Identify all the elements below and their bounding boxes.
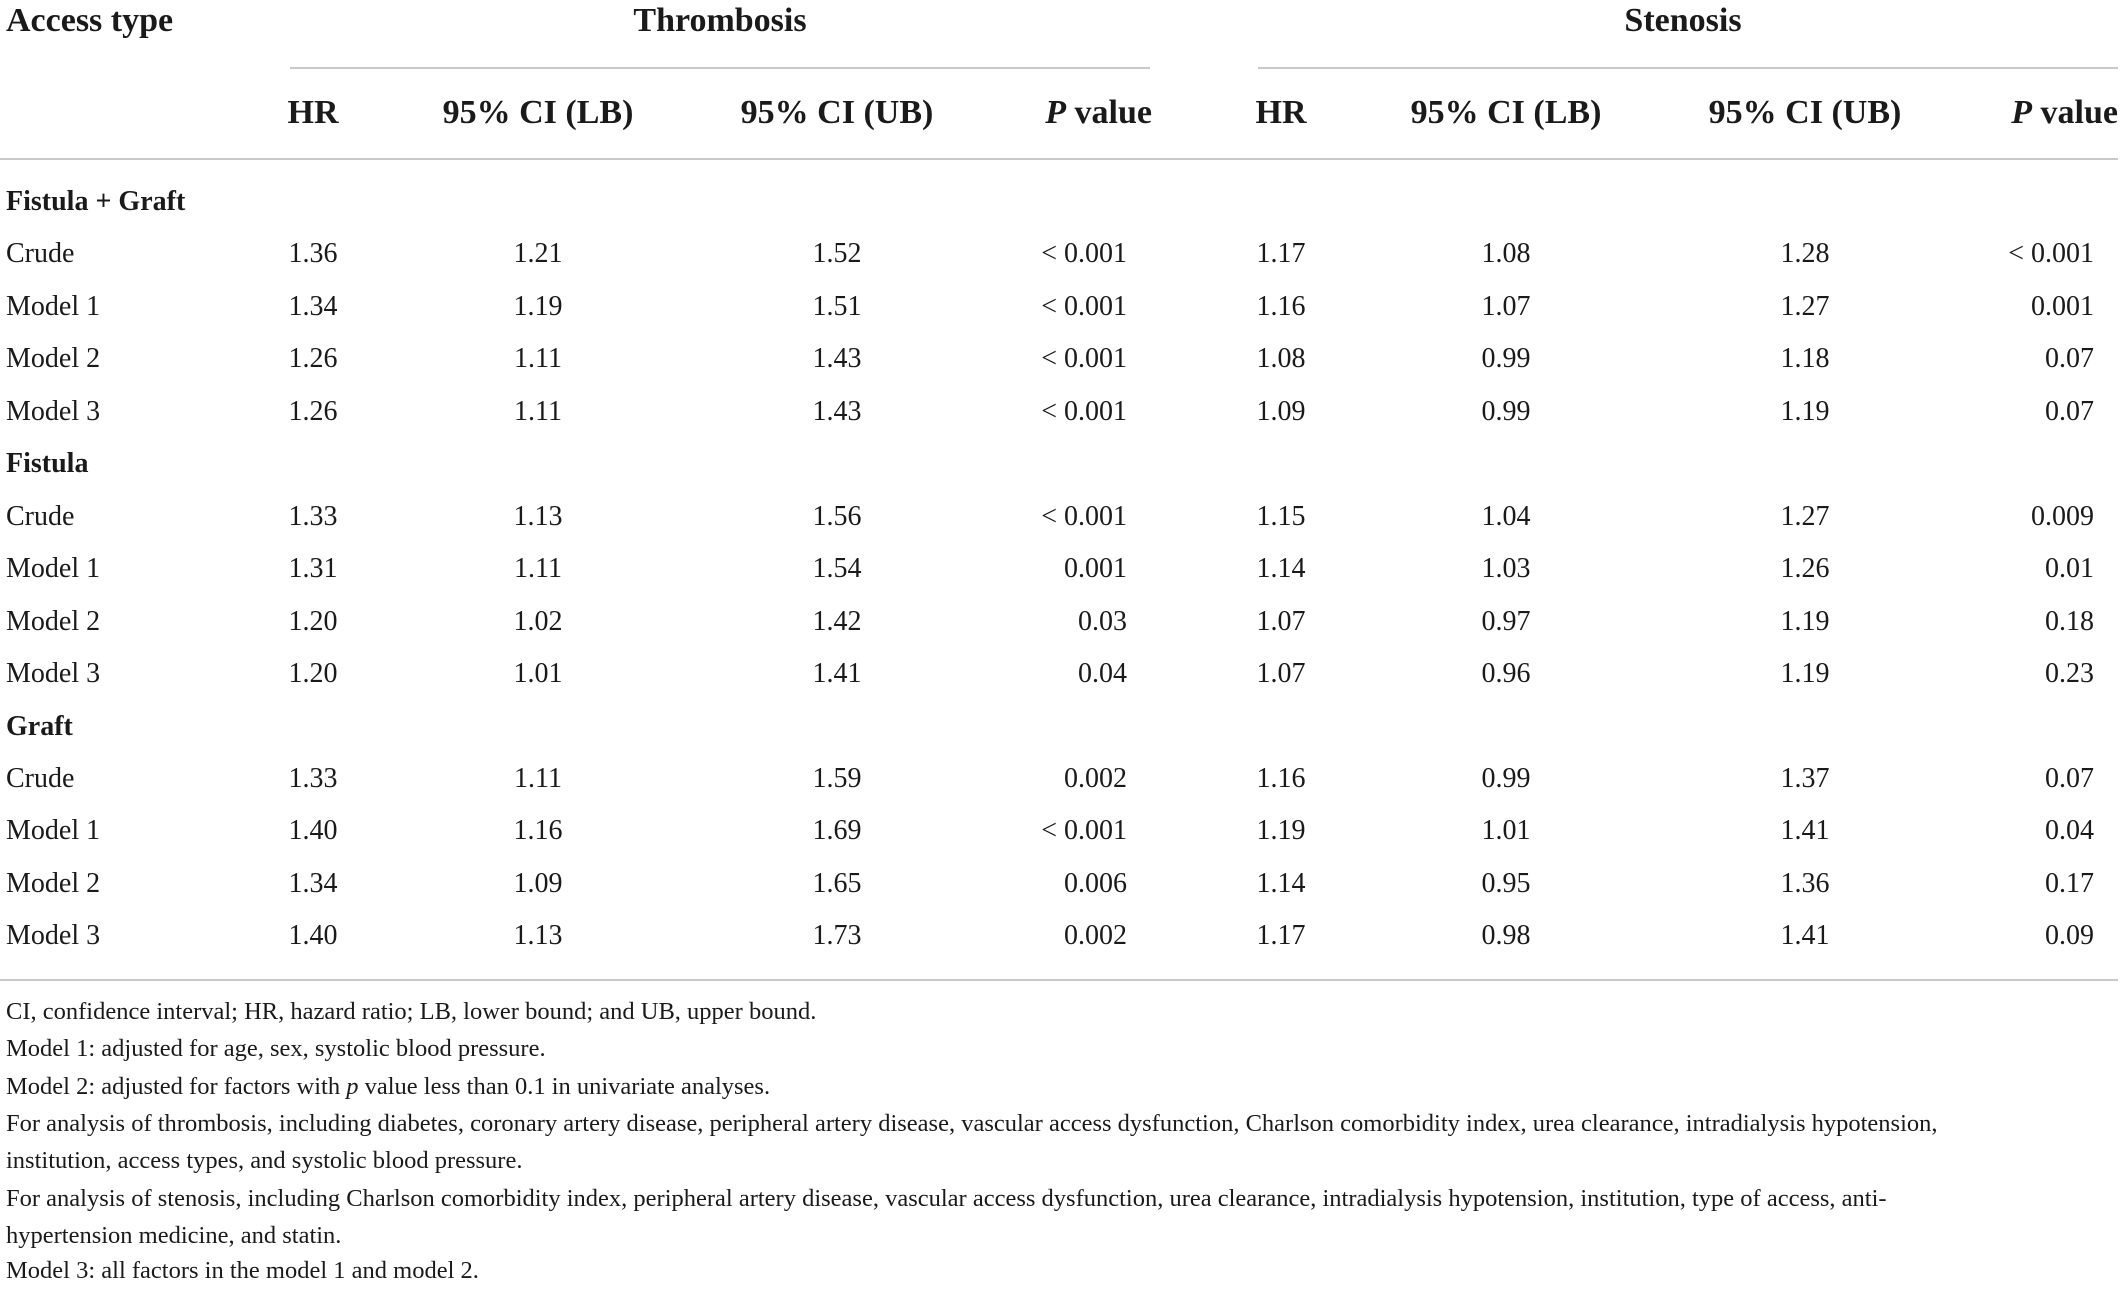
row-label: Crude [6, 238, 75, 270]
thrombosis-cell: < 0.001 [1041, 815, 1127, 847]
thrombosis-cell: 1.54 [812, 553, 862, 585]
thrombosis-cell: 1.33 [288, 500, 338, 532]
thrombosis-cell: 1.11 [514, 553, 562, 585]
thrombosis-cell: 1.33 [288, 762, 338, 794]
thrombosis-cell: 0.002 [1064, 920, 1127, 952]
thrombosis-cell: 1.73 [812, 920, 862, 952]
thrombosis-cell: 1.40 [288, 920, 338, 952]
thrombosis-cell: 1.20 [288, 658, 338, 690]
thrombosis-cell: 1.02 [513, 605, 563, 637]
stenosis-cell: 1.07 [1481, 290, 1531, 322]
stenosis-cell: 0.95 [1481, 867, 1531, 899]
thrombosis-cell: 1.01 [513, 658, 563, 690]
stenosis-cell: 0.98 [1481, 920, 1531, 952]
thrombosis-cell: < 0.001 [1041, 290, 1127, 322]
stenosis-cell: < 0.001 [2008, 238, 2094, 270]
stenosis-cell: 0.001 [2031, 290, 2094, 322]
thrombosis-cell: 1.43 [812, 343, 862, 375]
stenosis-cell: 0.07 [2045, 395, 2094, 427]
stenosis-cell: 1.17 [1256, 920, 1306, 952]
stenosis-cell: 0.23 [2045, 658, 2094, 690]
row-label: Crude [6, 500, 75, 532]
row-label: Model 3 [6, 658, 101, 690]
thrombosis-cell: 1.40 [288, 815, 338, 847]
footnote-stenosis-factors: For analysis of stenosis, including Charlson comorbidity index, peripheral artery disease, vascular access dysfunction, urea clearance, intradialysis hypotension, institution, type of access, anti- hypertension medicine, and statin. [6, 1185, 1887, 1249]
stenosis-cell: 0.99 [1481, 395, 1531, 427]
thrombosis-header-rule [290, 67, 1150, 69]
thrombosis-cell: 1.41 [812, 658, 862, 690]
header-bottom-rule [0, 158, 2118, 160]
thrombosis-cell: 1.16 [513, 815, 563, 847]
stenosis-cell: 0.04 [2045, 815, 2094, 847]
thrombosis-cell: 1.19 [513, 290, 563, 322]
stenosis-p-header: P value [2011, 94, 2118, 131]
thrombosis-cell: 1.09 [513, 867, 563, 899]
thrombosis-cell: 1.43 [812, 395, 862, 427]
stenosis-cell: 1.19 [1256, 815, 1306, 847]
stenosis-cell: 1.01 [1481, 815, 1531, 847]
stenosis-cell: 0.97 [1481, 605, 1531, 637]
thrombosis-cell: 1.69 [812, 815, 862, 847]
row-label: Model 2 [6, 605, 101, 637]
thrombosis-cell: 1.20 [288, 605, 338, 637]
stenosis-cell: 1.17 [1256, 238, 1306, 270]
stenosis-cell: 1.15 [1256, 500, 1306, 532]
thrombosis-lb-header: 95% CI (LB) [442, 94, 634, 131]
footnote-thrombosis-factors: For analysis of thrombosis, including diabetes, coronary artery disease, peripheral artery disease, vascular access dysfunction, Charlson comorbidity index, urea clearance, intradialysis hypotension, institution, access types, and systolic blood pressure. [6, 1110, 1938, 1174]
thrombosis-cell: 1.13 [513, 500, 563, 532]
row-label: Model 1 [6, 290, 101, 322]
access-type-header: Access type [6, 2, 174, 39]
thrombosis-cell: 1.52 [812, 238, 862, 270]
stenosis-cell: 1.14 [1256, 867, 1306, 899]
stenosis-ub-header: 95% CI (UB) [1708, 94, 1902, 131]
stenosis-cell: 1.18 [1780, 343, 1830, 375]
thrombosis-cell: 1.11 [514, 762, 562, 794]
stenosis-cell: 1.27 [1780, 290, 1830, 322]
stenosis-cell: 0.99 [1481, 762, 1531, 794]
thrombosis-cell: < 0.001 [1041, 395, 1127, 427]
stenosis-cell: 0.01 [2045, 553, 2094, 585]
stenosis-cell: 1.41 [1780, 815, 1830, 847]
row-label: Model 2 [6, 343, 101, 375]
stenosis-hr-header: HR [1255, 94, 1307, 131]
thrombosis-cell: 1.42 [812, 605, 862, 637]
thrombosis-cell: < 0.001 [1041, 500, 1127, 532]
thrombosis-cell: 1.13 [513, 920, 563, 952]
thrombosis-cell: 1.51 [812, 290, 862, 322]
footnote-abbreviations: CI, confidence interval; HR, hazard ratio; LB, lower bound; and UB, upper bound. [6, 998, 817, 1025]
stenosis-cell: 0.009 [2031, 500, 2094, 532]
stenosis-cell: 0.07 [2045, 762, 2094, 794]
thrombosis-cell: 1.34 [288, 867, 338, 899]
row-label: Model 2 [6, 867, 101, 899]
stenosis-cell: 1.37 [1780, 762, 1830, 794]
stenosis-cell: 1.19 [1780, 605, 1830, 637]
stenosis-cell: 1.09 [1256, 395, 1306, 427]
thrombosis-cell: 0.002 [1064, 762, 1127, 794]
stenosis-cell: 1.04 [1481, 500, 1531, 532]
thrombosis-p-header: P value [1045, 94, 1152, 131]
stenosis-cell: 1.26 [1780, 553, 1830, 585]
stenosis-cell: 0.09 [2045, 920, 2094, 952]
stenosis-cell: 0.99 [1481, 343, 1531, 375]
thrombosis-cell: 0.001 [1064, 553, 1127, 585]
thrombosis-cell: 1.31 [288, 553, 338, 585]
thrombosis-cell: 1.11 [514, 343, 562, 375]
thrombosis-hr-header: HR [287, 94, 339, 131]
thrombosis-cell: < 0.001 [1041, 238, 1127, 270]
thrombosis-cell: 1.56 [812, 500, 862, 532]
group-heading: Fistula [6, 448, 89, 480]
row-label: Model 3 [6, 395, 101, 427]
stenosis-cell: 1.16 [1256, 290, 1306, 322]
stenosis-cell: 0.18 [2045, 605, 2094, 637]
thrombosis-cell: 1.59 [812, 762, 862, 794]
footnote-model2: Model 2: adjusted for factors with p value less than 0.1 in univariate analyses. [6, 1073, 771, 1100]
stenosis-cell: 1.08 [1256, 343, 1306, 375]
stenosis-cell: 1.36 [1780, 867, 1830, 899]
row-label: Model 1 [6, 815, 101, 847]
footnote-model1: Model 1: adjusted for age, sex, systolic blood pressure. [6, 1035, 546, 1062]
stenosis-header-rule [1258, 67, 2118, 69]
thrombosis-cell: 1.36 [288, 238, 338, 270]
thrombosis-cell: 0.03 [1078, 605, 1127, 637]
thrombosis-cell: 1.26 [288, 395, 338, 427]
stenosis-cell: 0.96 [1481, 658, 1531, 690]
thrombosis-cell: 0.006 [1064, 867, 1127, 899]
stenosis-cell: 1.19 [1780, 658, 1830, 690]
stenosis-cell: 1.03 [1481, 553, 1531, 585]
stenosis-cell: 1.08 [1481, 238, 1531, 270]
thrombosis-ub-header: 95% CI (UB) [740, 94, 934, 131]
stenosis-cell: 1.16 [1256, 762, 1306, 794]
thrombosis-header: Thrombosis [633, 2, 807, 39]
stenosis-cell: 1.19 [1780, 395, 1830, 427]
thrombosis-cell: < 0.001 [1041, 343, 1127, 375]
stenosis-cell: 0.17 [2045, 867, 2094, 899]
stenosis-cell: 1.41 [1780, 920, 1830, 952]
row-label: Model 1 [6, 553, 101, 585]
group-heading: Fistula + Graft [6, 186, 186, 217]
stenosis-cell: 1.07 [1256, 658, 1306, 690]
stenosis-cell: 1.28 [1780, 238, 1830, 270]
stenosis-cell: 1.27 [1780, 500, 1830, 532]
footnote-model3: Model 3: all factors in the model 1 and model 2. [6, 1257, 479, 1284]
thrombosis-cell: 1.65 [812, 867, 862, 899]
thrombosis-cell: 1.26 [288, 343, 338, 375]
thrombosis-cell: 1.34 [288, 290, 338, 322]
row-label: Crude [6, 762, 75, 794]
row-label: Model 3 [6, 920, 101, 952]
stenosis-cell: 1.14 [1256, 553, 1306, 585]
table-bottom-rule [0, 979, 2118, 981]
stenosis-header: Stenosis [1624, 2, 1742, 39]
stenosis-cell: 1.07 [1256, 605, 1306, 637]
stenosis-lb-header: 95% CI (LB) [1410, 94, 1602, 131]
stenosis-cell: 0.07 [2045, 343, 2094, 375]
thrombosis-cell: 0.04 [1078, 658, 1127, 690]
group-heading: Graft [6, 710, 73, 742]
thrombosis-cell: 1.11 [514, 395, 562, 427]
thrombosis-cell: 1.21 [513, 238, 563, 270]
